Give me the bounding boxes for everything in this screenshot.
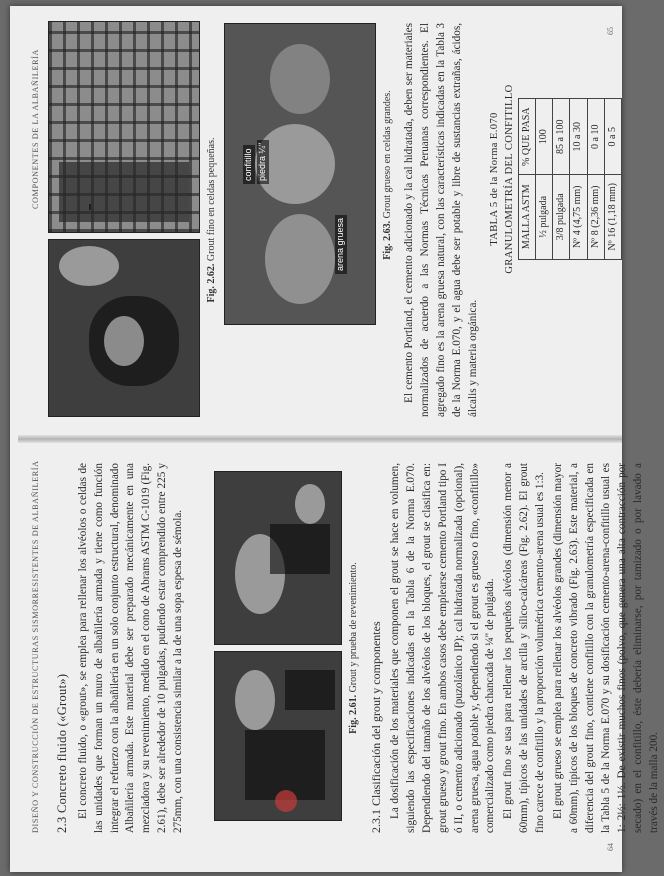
fig61-text: Grout y prueba de revenimiento. [348, 562, 359, 693]
table-cell: 3/8 pulgada [553, 175, 570, 260]
fig63-text: Grout grueso en celdas grandes. [382, 90, 393, 219]
right-page [18, 9, 622, 429]
table-title-2: GRANULOMETRÍA DEL CONFITILLO [503, 84, 515, 274]
right-running-head: COMPONENTES DE LA ALBAÑILERÍA [31, 49, 40, 209]
photo-slump-test [214, 471, 342, 645]
left-text-top [54, 463, 189, 833]
paragraph-grout-grueso: El grout grueso se emplea para rellenar los alvéolos grandes (dimensión mayor a 60mm), típicos de los bloques de concreto vibrado (Fig. 2.63). Este material, a diferencia del grout fino, contiene confitillo con la granulometría especificada en la Tabla 5 de la Norma E.070 y su dosificación cemento-arena-confitillo usual es 1: 2½: 1½. De existir muchos finos (polvo, que genera una alta contracción por secado) en el confitillo, éste debería eliminarse, por tamizado o por lavado a través de la malla 200. [552, 463, 660, 833]
photo-grout-mixer [214, 651, 342, 821]
table-row [570, 99, 587, 259]
label-confitillo: confitillo [243, 145, 255, 184]
label-arena-gruesa: arena gruesa [335, 215, 347, 274]
subsection-title: 2.3.1 Clasificación del grout y componentes [369, 621, 383, 833]
table-cell: Nº 4 (4,75 mm) [570, 175, 587, 260]
table-header-malla: MALLA ASTM [518, 175, 535, 260]
fig62-text: Grout fino en celdas pequeñas. [206, 137, 217, 262]
left-text-bottom [368, 463, 664, 833]
fig61-label: Fig. 2.61. [348, 694, 359, 734]
photo-coarse-materials [224, 23, 376, 325]
photo-grout-bucket [48, 239, 200, 417]
table-row [604, 99, 621, 259]
table-cell: Nº 8 (2,36 mm) [587, 175, 604, 260]
left-page-number: 64 [605, 843, 615, 851]
right-text [402, 23, 484, 417]
table-title-1: TABLA 5 de la Norma E.070 [489, 112, 500, 246]
fig63-caption [381, 25, 395, 325]
table-row [587, 99, 604, 259]
granulometry-table [518, 98, 622, 259]
table-cell: 85 a 100 [553, 99, 570, 175]
table-header-pasa: % QUE PASA [518, 99, 535, 175]
table-cell: 100 [536, 99, 553, 175]
paragraph-materiales: El cemento Portland, el cemento adicionado y la cal hidratada, deben ser materiales normalizados de acuerdo a las Normas Técnicas Peruanas correspondientes. El agregado fino es la arena gruesa natural, con las características indicadas en la Tabla 3 de la Norma E.070, y el agua debe ser potable y libre de sustancias extrañas, ácidos, álcalis y materia orgánica. [403, 23, 479, 417]
table-cell: ½ pulgada [536, 175, 553, 260]
scanned-page [10, 6, 660, 872]
left-running-head: DISEÑO Y CONSTRUCCIÓN DE ESTRUCTURAS SISMORRESISTENTES DE ALBAÑILERÍA [31, 460, 40, 833]
right-page-number: 65 [605, 27, 615, 35]
table-row [553, 99, 570, 259]
left-page [18, 449, 660, 869]
fig61-caption [344, 463, 361, 833]
paragraph-grout-fino: El grout fino se usa para rellenar los pequeños alvéolos (dimensión menor a 60mm), típicos de las unidades de arcilla y sílico-calcáreas (Fig. 2.62). El grout fino carece de confitillo y la proporción volumétrica cemento-arena usual es 1:3. [502, 463, 547, 833]
table-row [536, 99, 553, 259]
section-title: 2.3 Concreto fluido («Grout») [55, 673, 69, 833]
table-cell: Nº 16 (1,18 mm) [604, 175, 621, 260]
table-cell: 10 a 30 [570, 99, 587, 175]
label-piedra: piedra ¼" [257, 140, 269, 184]
fig63-label: Fig. 2.63. [382, 220, 393, 260]
fig62-label: Fig. 2.62. [206, 263, 217, 303]
book-fold [18, 435, 622, 443]
table-cell: 0 a 5 [604, 99, 621, 175]
photo-small-cells-wall [48, 21, 200, 233]
paragraph-grout-intro: El concreto fluido, o «grout», se emplea para rellenar los alvéolos o celdas de las unidades que forman un muro de albañilería armada y tiene como función integrar el refuerzo con la albañilería en un solo conjunto estructural, denominado Albañilería armada. Este material debe ser preparado mecánicamente en una mezcladora y su revenimiento, medido en el cono de Abrams ASTM C-1019 (Fig. 2.61), debe ser alrededor de 10 pulgadas, pudiendo estar comprendido entre 225 y 275mm, con una consistencia similar a la de una sopa espesa de sémola. [76, 463, 185, 833]
paragraph-dosificacion: La dosificación de los materiales que componen el grout se hace en volumen, siguiendo las especificaciones indicadas en la Tabla 6 de la Norma E.070. Dependiendo del tamaño de los alvéolos de los bloques, el grout se clasifica en: grout grueso y grout fino. En ambos casos debe emplearse cemento Portland tipo I ó II, o cemento adicionado (puzolánico IP); cal hidratada normalizada (opcional), arena gruesa, agua potable y, dependiendo si el grout es grueso o fino, «confitillo» comercializado como piedra chancada de ¼" de pulgada. [389, 463, 497, 833]
granulometry-table-block [488, 29, 622, 329]
fig62-caption [205, 23, 219, 417]
book-spread [18, 9, 660, 869]
table-cell: 0 a 10 [587, 99, 604, 175]
